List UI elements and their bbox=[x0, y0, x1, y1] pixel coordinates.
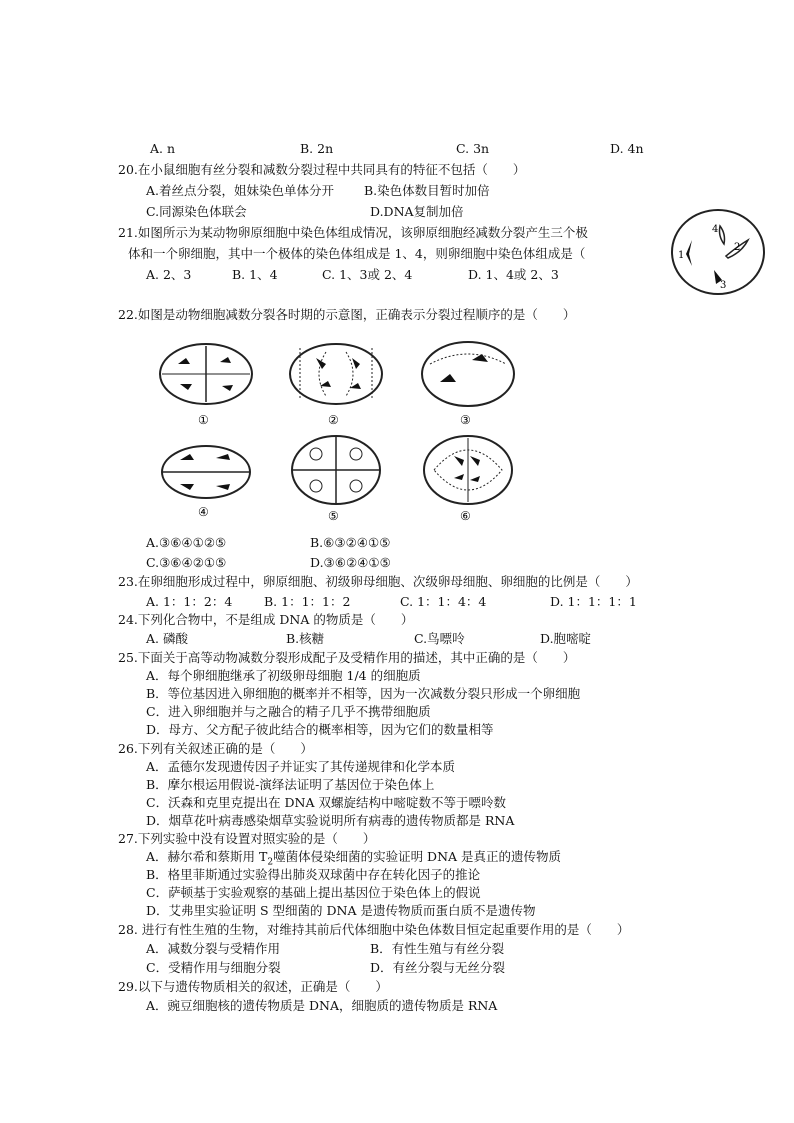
cell-label-2: ② bbox=[328, 413, 339, 427]
fig-label-1: 1 bbox=[678, 250, 685, 261]
q23-option-b: B. 1：1：1：2 bbox=[264, 594, 351, 609]
q25-option-d: D．母方、父方配子彼此结合的概率相等，因为它们的数量相等 bbox=[146, 722, 494, 737]
q23-option-a: A. 1：1：2：4 bbox=[146, 594, 233, 609]
q21-stem-line1: 21.如图所示为某动物卵原细胞中染色体组成情况，该卵原细胞经减数分裂产生三个极 bbox=[118, 225, 588, 240]
q28-option-c: C．受精作用与细胞分裂 bbox=[146, 960, 281, 975]
q24-option-c: C.鸟嘌呤 bbox=[414, 631, 465, 646]
q25-option-a: A．每个卵细胞继承了初级卵母细胞 1/4 的细胞质 bbox=[146, 668, 421, 683]
q26-option-b: B．摩尔根运用假说-演绎法证明了基因位于染色体上 bbox=[146, 777, 435, 792]
chromosome-1 bbox=[686, 240, 692, 266]
q27-option-a-post: 噬菌体侵染细菌的实验证明 DNA 是真正的遗传物质 bbox=[273, 849, 562, 864]
q20-option-c: C.同源染色体联会 bbox=[146, 204, 247, 219]
q27-option-b: B．格里菲斯通过实验得出肺炎双球菌中存在转化因子的推论 bbox=[146, 867, 481, 882]
q27-option-d: D．艾弗里实验证明 S 型细菌的 DNA 是遗传物质而蛋白质不是遗传物 bbox=[146, 903, 536, 918]
cell-diagram-2 bbox=[290, 344, 382, 427]
q21-option-d: D. 1、4或 2、3 bbox=[468, 267, 559, 282]
q26-option-c: C．沃森和克里克提出在 DNA 双螺旋结构中嘧啶数不等于嘌呤数 bbox=[146, 795, 506, 810]
fig-label-4: 4 bbox=[712, 224, 719, 235]
fig-label-2: 2 bbox=[734, 242, 741, 253]
cell-diagram-5 bbox=[292, 436, 380, 523]
q21-stem-line2: 体和一个卵细胞，其中一个极体的染色体组成是 1、4，则卵细胞中染色体组成是（ bbox=[128, 246, 586, 261]
q23-option-d: D. 1：1：1：1 bbox=[550, 594, 637, 609]
chromosome-4 bbox=[720, 226, 725, 244]
q22-option-c: C.③⑥④②①⑤ bbox=[146, 555, 227, 570]
cell-diagram-6 bbox=[424, 436, 512, 523]
cell-diagram-4 bbox=[162, 446, 250, 519]
q19-option-b: B. 2n bbox=[300, 141, 334, 156]
q19-option-a: A. n bbox=[150, 141, 176, 156]
q19-option-d: D. 4n bbox=[610, 141, 644, 156]
q27-option-a-pre: A．赫尔希和蔡斯用 T bbox=[146, 849, 268, 864]
q24-option-b: B.核糖 bbox=[286, 631, 325, 646]
q27-option-c: C．萨顿基于实验观察的基础上提出基因位于染色体上的假说 bbox=[146, 885, 481, 900]
q20-option-b: B.染色体数目暂时加倍 bbox=[364, 183, 490, 198]
cell-diagram-3 bbox=[422, 342, 514, 427]
q28-option-a: A．减数分裂与受精作用 bbox=[146, 941, 281, 956]
q22-option-d: D.③⑥②④①⑤ bbox=[310, 555, 391, 570]
cell-label-6: ⑥ bbox=[460, 509, 471, 523]
q20-option-a: A.着丝点分裂，姐妹染色单体分开 bbox=[146, 183, 335, 198]
cell-label-5: ⑤ bbox=[328, 509, 339, 523]
q25-option-c: C．进入卵细胞并与之融合的精子几乎不携带细胞质 bbox=[146, 704, 431, 719]
q27-stem: 27.下列实验中没有设置对照实验的是（ ） bbox=[118, 831, 376, 846]
q24-option-a: A. 磷酸 bbox=[146, 631, 188, 646]
q26-option-d: D．烟草花叶病毒感染烟草实验说明所有病毒的遗传物质都是 RNA bbox=[146, 813, 515, 828]
q22-meiosis-figure bbox=[150, 338, 550, 533]
q26-option-a: A．孟德尔发现遗传因子并证实了其传递规律和化学本质 bbox=[146, 759, 456, 774]
cell-label-4: ④ bbox=[198, 505, 209, 519]
q23-option-c: C. 1：1：4：4 bbox=[400, 594, 487, 609]
q20-option-d: D.DNA复制加倍 bbox=[370, 204, 464, 219]
fig-label-3: 3 bbox=[720, 280, 727, 291]
q28-option-b: B．有性生殖与有丝分裂 bbox=[370, 941, 505, 956]
q21-option-b: B. 1、4 bbox=[232, 267, 278, 282]
q29-stem: 29.以下与遗传物质相关的叙述，正确是（ ） bbox=[118, 979, 388, 994]
q19-option-c: C. 3n bbox=[456, 141, 490, 156]
q22-option-a: A.③⑥④①②⑤ bbox=[146, 535, 227, 550]
q26-stem: 26.下列有关叙述正确的是（ ） bbox=[118, 741, 313, 756]
q21-option-c: C. 1、3或 2、4 bbox=[322, 267, 413, 282]
q23-stem: 23.在卵细胞形成过程中，卵原细胞、初级卵母细胞、次级卵母细胞、卵细胞的比例是（ ） bbox=[118, 574, 638, 589]
q24-option-d: D.胞嘧啶 bbox=[540, 631, 592, 646]
cell-label-1: ① bbox=[198, 413, 209, 427]
q27-option-a-sub: 2 bbox=[267, 857, 274, 868]
q28-option-d: D．有丝分裂与无丝分裂 bbox=[370, 960, 506, 975]
q21-cell-figure bbox=[668, 206, 768, 298]
q28-stem: 28. 进行有性生殖的生物，对维持其前后代体细胞中染色体数目恒定起重要作用的是（ ） bbox=[118, 922, 630, 937]
q22-stem: 22.如图是动物细胞减数分裂各时期的示意图，正确表示分裂过程顺序的是（ ） bbox=[118, 307, 576, 322]
q20-stem: 20.在小鼠细胞有丝分裂和减数分裂过程中共同具有的特征不包括（ ） bbox=[118, 162, 526, 177]
q29-option-a: A．豌豆细胞核的遗传物质是 DNA，细胞质的遗传物质是 RNA bbox=[146, 998, 498, 1013]
q25-option-b: B．等位基因进入卵细胞的概率并不相等，因为一次减数分裂只形成一个卵细胞 bbox=[146, 686, 581, 701]
q25-stem: 25.下面关于高等动物减数分裂形成配子及受精作用的描述，其中正确的是（ ） bbox=[118, 650, 576, 665]
q24-stem: 24.下列化合物中，不是组成 DNA 的物质是（ ） bbox=[118, 612, 414, 627]
cell-label-3: ③ bbox=[460, 413, 471, 427]
q22-option-b: B.⑥③②④①⑤ bbox=[310, 535, 391, 550]
q21-option-a: A. 2、3 bbox=[146, 267, 192, 282]
cell-diagram-1 bbox=[160, 344, 252, 427]
